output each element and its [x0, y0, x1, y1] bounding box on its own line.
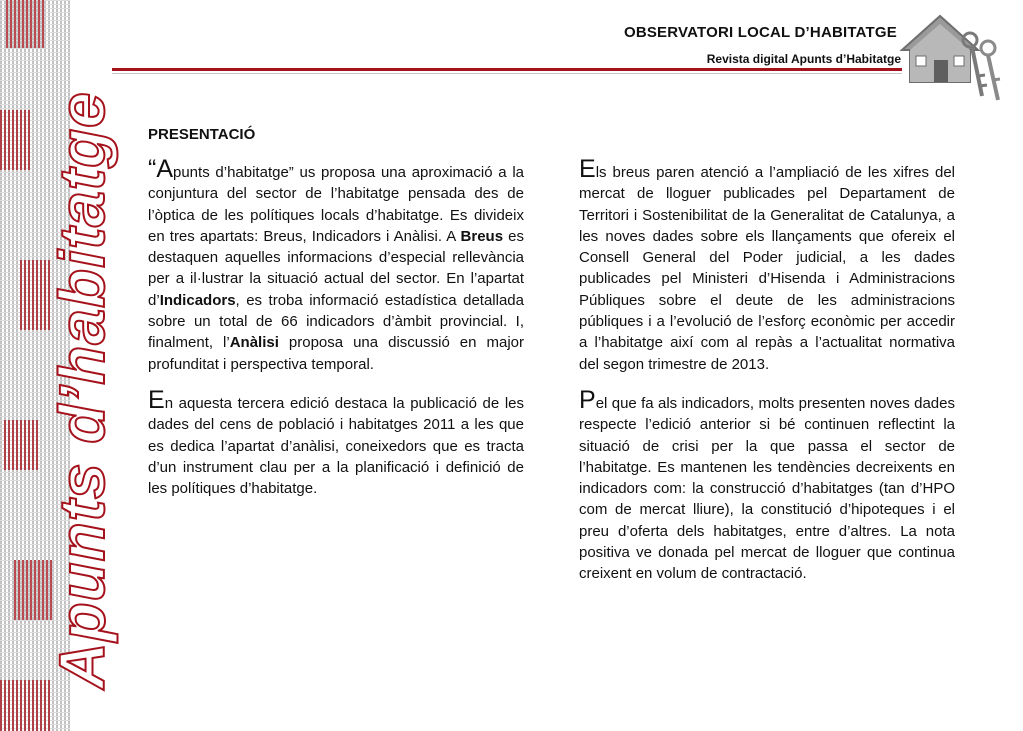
- pattern-stripe: [0, 68, 70, 69]
- pattern-stripe: [0, 84, 70, 85]
- pattern-stripe: [16, 680, 18, 731]
- pattern-stripe: [24, 0, 26, 731]
- pattern-stripe: [32, 420, 34, 470]
- pattern-stripe: [32, 260, 34, 330]
- pattern-stripe: [24, 680, 26, 731]
- pattern-stripe: [0, 728, 70, 729]
- header-subtitle: Revista digital Apunts d’Habitatge: [706, 52, 901, 66]
- house-keys-icon: [896, 10, 1008, 102]
- paragraph-text: punts d’habitatge” us proposa una aproximació a la conjuntura del sector de l’habitatge pensada des de l’òptica de les polítiques locals d’habitatge. Es divideix en tres apartats: Breus, Indicadors i Anàlisi. A: [148, 164, 524, 245]
- pattern-stripe: [40, 260, 42, 330]
- pattern-stripe: [28, 110, 30, 170]
- pattern-stripe: [16, 110, 18, 170]
- pattern-stripe: [8, 110, 10, 170]
- pattern-stripe: [0, 712, 70, 713]
- pattern-stripe: [30, 560, 32, 620]
- bold-term: Anàlisi: [229, 334, 279, 352]
- pattern-stripe: [8, 680, 10, 731]
- dropcap: “A: [148, 155, 173, 183]
- pattern-stripe: [0, 60, 70, 61]
- breus-paragraph: [579, 155, 955, 375]
- pattern-stripe: [0, 72, 70, 73]
- dropcap: E: [579, 155, 596, 183]
- pattern-stripe: [24, 420, 26, 470]
- pattern-stripe: [6, 0, 8, 48]
- pattern-stripe: [18, 560, 20, 620]
- pattern-stripe: [36, 260, 38, 330]
- pattern-stripe: [0, 80, 70, 81]
- paragraph-text: ls breus paren atenció a l’ampliació de les xifres del mercat de lloguer publicades pel Departament de Territori i Sostenibilitat de la Generalitat de Catalunya, a les noves dades sobre els llançaments que ofereix el Consell General del Poder judicial, a les dades publicades pel Ministeri d’Hisenda i Administracions Públiques sobre el deute de les administracions públiques i a l’evolució de l’esforç econòmic per accedir a l’habitatge així com al repàs a l’actualitat normativa del segon trimestre de 2013.: [579, 164, 955, 373]
- paragraph-text: es destaquen aquelles informacions d’especial rellevància per a il·lustrar la situació actual del sector. En l’apartat d’: [148, 227, 524, 309]
- dropcap: P: [579, 385, 596, 414]
- pattern-stripe: [4, 420, 6, 470]
- pattern-stripe: [34, 560, 36, 620]
- pattern-stripe: [30, 0, 32, 48]
- pattern-stripe: [28, 260, 30, 330]
- pattern-stripe: [38, 560, 40, 620]
- pattern-stripe: [26, 0, 28, 48]
- pattern-stripe: [14, 560, 16, 620]
- pattern-stripe: [28, 420, 30, 470]
- paragraph-text: n aquesta tercera edició destaca la publicació de les dades del cens de població i habitatges 2011 a les que es dedica l’apartat d’anàlisi, coneixedors que es tracta d’un instrument clau per a la planificació i definició de les polítiques d’habitatge.: [148, 394, 524, 498]
- bold-term: Breus: [460, 227, 504, 245]
- pattern-stripe: [0, 704, 70, 705]
- sidebar-decoration: [0, 0, 118, 731]
- pattern-stripe: [0, 692, 70, 693]
- pattern-stripe: [4, 110, 6, 170]
- pattern-stripe: [36, 0, 38, 731]
- dropcap: E: [148, 385, 165, 414]
- paragraph-text: , es troba informació estadística detallada sobre un total de 66 indicadors d’àmbit provincial. I, finalment, l’: [148, 291, 524, 352]
- header-rule: [112, 68, 902, 71]
- pattern-stripe: [26, 560, 28, 620]
- pattern-stripe: [20, 110, 22, 170]
- pattern-stripe: [20, 260, 22, 330]
- header-title: OBSERVATORI LOCAL D’HABITATGE: [623, 24, 897, 41]
- pattern-stripe: [22, 560, 24, 620]
- pattern-stripe: [32, 0, 34, 731]
- pattern-stripe: [0, 56, 70, 57]
- pattern-stripe: [0, 0, 2, 731]
- pattern-stripe: [34, 0, 36, 48]
- pattern-stripe: [18, 0, 20, 48]
- pattern-stripe: [22, 0, 24, 48]
- header-rule-thin: [112, 73, 902, 74]
- pattern-stripe: [0, 64, 70, 65]
- pattern-stripe: [8, 0, 10, 731]
- pattern-stripe: [20, 680, 22, 731]
- pattern-stripe: [0, 708, 70, 709]
- pattern-stripe: [0, 720, 70, 721]
- pattern-stripe: [36, 680, 38, 731]
- pattern-stripe: [20, 420, 22, 470]
- pattern-stripe: [28, 680, 30, 731]
- section-title: PRESENTACIÓ: [148, 126, 256, 143]
- pattern-stripe: [0, 716, 70, 717]
- pattern-stripe: [4, 0, 6, 731]
- pattern-stripe: [40, 680, 42, 731]
- edition-paragraph: [148, 385, 524, 499]
- pattern-stripe: [0, 700, 70, 701]
- pattern-stripe: [12, 0, 14, 731]
- intro-paragraph: [148, 155, 524, 375]
- pattern-stripe: [16, 0, 18, 731]
- pattern-stripe: [0, 724, 70, 725]
- pattern-stripe: [10, 0, 12, 48]
- vertical-title: Apunts d’habitatge: [46, 91, 118, 689]
- indicators-paragraph: [579, 385, 955, 585]
- bold-term: Indicadors: [159, 291, 236, 309]
- pattern-stripe: [0, 680, 2, 731]
- pattern-stripe: [14, 0, 16, 48]
- paragraph-text: proposa una discussió en major profunditat i perspectiva temporal.: [148, 334, 524, 373]
- pattern-stripe: [12, 420, 14, 470]
- pattern-stripe: [32, 680, 34, 731]
- pattern-stripe: [20, 0, 22, 731]
- pattern-stripe: [8, 420, 10, 470]
- pattern-stripe: [0, 76, 70, 77]
- pattern-stripe: [0, 88, 70, 89]
- pattern-stripe: [12, 680, 14, 731]
- pattern-stripe: [16, 420, 18, 470]
- pattern-stripe: [0, 48, 70, 49]
- pattern-stripe: [0, 110, 2, 170]
- pattern-stripe: [42, 560, 44, 620]
- pattern-stripe: [24, 260, 26, 330]
- left-column: [148, 155, 524, 515]
- pattern-stripe: [24, 110, 26, 170]
- pattern-stripe: [36, 420, 38, 470]
- pattern-stripe: [38, 0, 40, 48]
- pattern-stripe: [12, 110, 14, 170]
- pattern-stripe: [28, 0, 30, 731]
- pattern-stripe: [0, 52, 70, 53]
- pattern-stripe: [4, 680, 6, 731]
- right-column: [579, 155, 955, 601]
- pattern-stripe: [40, 0, 42, 731]
- paragraph-text: el que fa als indicadors, molts presenten noves dades respecte l’edició anterior si bé continuen reflectint la situació de crisi per la que passa el sector de l’habitatge. Es mantenen les tendències decreixents en indicadors com: la construcció d’habitatges (tan d’HPO com de mercat lliure), la constitució d’hipoteques i el preu d’oferta dels habitatges, entre d’altres. La nota positiva ve donada pel mercat de lloguer que continua creixent en volum de contractació.: [579, 394, 955, 583]
- pattern-stripe: [42, 0, 44, 48]
- pattern-stripe: [0, 696, 70, 697]
